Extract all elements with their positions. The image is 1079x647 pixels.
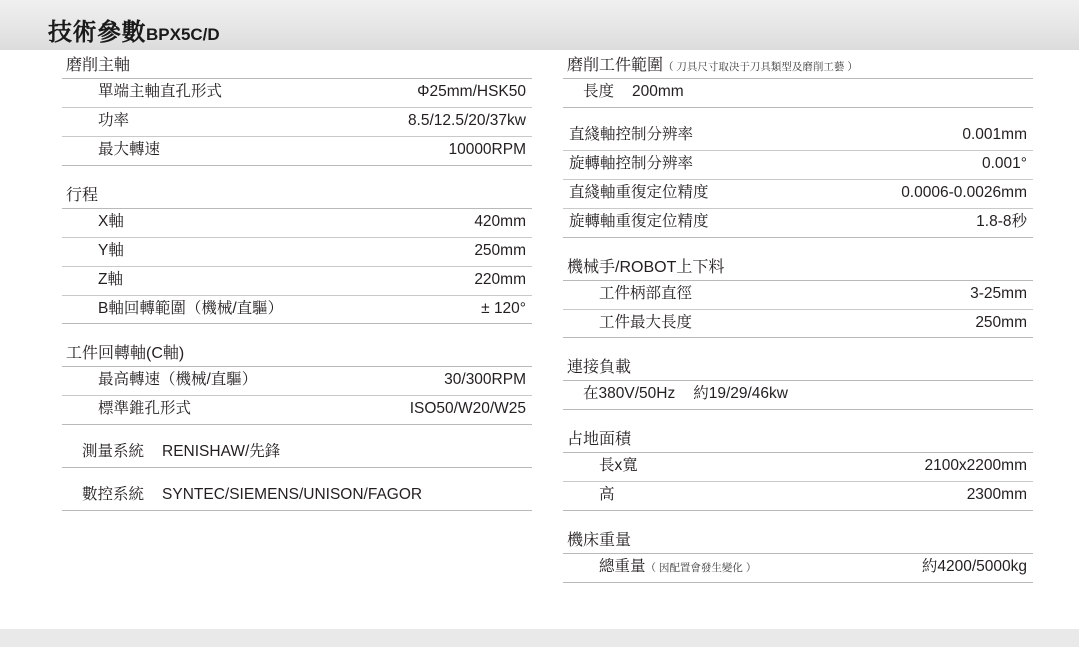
spec-row-label <box>569 384 675 405</box>
spec-row <box>62 209 532 238</box>
spec-group-title <box>563 252 1033 281</box>
spec-row <box>62 108 532 137</box>
spec-group <box>563 352 1033 410</box>
spec-row-label <box>68 212 124 233</box>
spec-row-label <box>569 183 709 204</box>
spec-row-label <box>68 82 222 103</box>
spec-row-label-text: 數控系統 <box>82 486 145 504</box>
spec-row-value: 420mm <box>474 212 526 230</box>
spec-row <box>62 267 532 296</box>
spec-row-label-text: 單端主軸直孔形式 <box>98 83 223 100</box>
spec-row <box>563 209 1033 238</box>
spec-group <box>563 525 1033 583</box>
spec-row <box>62 396 532 425</box>
spec-row-label <box>68 140 160 161</box>
spec-row <box>62 367 532 396</box>
spec-row-label-text: 高 <box>599 486 615 504</box>
spec-row <box>563 122 1033 151</box>
spec-row <box>62 296 532 325</box>
spec-group-title <box>563 352 1033 381</box>
page-title <box>48 12 220 47</box>
spec-row-value: 2100x2200mm <box>924 457 1027 475</box>
spec-row-value: 3-25mm <box>970 284 1027 302</box>
spec-row-label <box>569 557 756 578</box>
spec-row <box>62 439 532 468</box>
spec-group-title <box>563 50 1033 79</box>
spec-row-label-text: 總重量 <box>599 558 646 576</box>
spec-row-value: 30/300RPM <box>444 371 526 389</box>
spec-group-title-text: 占地面積 <box>567 431 632 449</box>
spec-row-label <box>68 111 129 132</box>
spec-group-title-text: 工件回轉軸(C軸) <box>66 345 185 363</box>
spec-row-value: 8.5/12.5/20/37kw <box>407 111 526 129</box>
spec-group-title-text: 磨削主軸 <box>66 57 131 74</box>
spec-row-value: 約19/29/46kw <box>693 385 788 403</box>
footer-band <box>0 629 1079 647</box>
spec-row-value: 2300mm <box>966 486 1027 504</box>
spec-row <box>563 381 1033 410</box>
spec-row-label-text: Z軸 <box>98 270 123 288</box>
spec-row-label-text: 旋轉軸重復定位精度 <box>569 212 709 230</box>
spec-group-title <box>62 338 532 367</box>
spec-row-label-text: 工件柄部直徑 <box>599 284 693 302</box>
spec-row <box>563 554 1033 583</box>
spec-row-value: 10000RPM <box>448 140 526 158</box>
spec-row <box>62 79 532 108</box>
spec-row <box>563 310 1033 339</box>
page-title-model: BPX5C/D <box>146 25 220 44</box>
spec-row-label-text: 旋轉軸控制分辨率 <box>569 154 694 172</box>
spec-group-title <box>62 180 532 209</box>
spec-row-label-text: 直綫軸重復定位精度 <box>569 183 709 201</box>
spec-row-value: Φ25mm/HSK50 <box>417 83 526 100</box>
spec-row-label-text: 最大轉速 <box>98 140 161 158</box>
spec-group-title-text: 連接負載 <box>567 359 632 377</box>
spec-group <box>62 180 532 325</box>
page-title-text: 技術參數 <box>48 19 146 46</box>
spec-row-label <box>569 212 709 233</box>
spec-row-label-text: 長x寬 <box>599 457 638 475</box>
spec-group-title-note: （ 刀具尺寸取决于刀具類型及磨削工藝 ） <box>663 61 858 73</box>
spec-row-value: ISO50/W20/W25 <box>409 400 526 418</box>
spec-row-label-text: 直綫軸控制分辨率 <box>569 125 694 143</box>
spec-group <box>563 50 1033 108</box>
spec-group <box>62 50 532 166</box>
spec-row <box>62 137 532 166</box>
spec-row-label-text: B軸回轉範圍（機械/直驅） <box>98 299 284 317</box>
spec-column-left <box>62 50 532 525</box>
spec-group-title-text: 磨削工件範圍 <box>567 57 664 74</box>
spec-group <box>62 338 532 425</box>
spec-group <box>62 482 532 511</box>
spec-row-label-text: 工件最大長度 <box>599 313 693 331</box>
spec-row-value: 1.8-8秒 <box>976 212 1027 230</box>
spec-group <box>563 122 1033 238</box>
spec-row-value: 220mm <box>474 270 526 288</box>
spec-row-label <box>569 154 693 175</box>
spec-row <box>563 281 1033 310</box>
spec-row-label-text: X軸 <box>98 212 124 230</box>
spec-row-label <box>569 284 692 305</box>
spec-group-title <box>62 50 532 79</box>
spec-row-value: RENISHAW/先鋒 <box>162 443 281 461</box>
spec-row-label-text: 功率 <box>98 111 130 129</box>
spec-row-label <box>68 370 257 391</box>
spec-row <box>62 238 532 267</box>
spec-row-value: SYNTEC/SIEMENS/UNISON/FAGOR <box>162 486 423 504</box>
spec-row-label <box>68 399 191 420</box>
spec-row-label-text: Y軸 <box>98 241 124 259</box>
spec-column-right <box>563 50 1033 597</box>
spec-row-label-note: （ 因配置會發生變化 ） <box>645 562 757 575</box>
spec-row-value: 250mm <box>474 241 526 259</box>
spec-row-label <box>68 241 124 262</box>
spec-row-value: 0.0006-0.0026mm <box>901 183 1027 201</box>
spec-row-label <box>569 456 638 477</box>
spec-row-label <box>569 485 615 506</box>
spec-row-label <box>68 485 144 506</box>
spec-row-label <box>68 270 123 291</box>
spec-row-label-text: 測量系統 <box>82 443 145 461</box>
spec-row-label <box>569 125 693 146</box>
spec-row-value: 0.001mm <box>962 125 1027 143</box>
spec-row-label-text: 標準錐孔形式 <box>98 400 192 418</box>
spec-row-label <box>68 299 283 320</box>
spec-row-value: 0.001° <box>982 154 1027 172</box>
spec-group <box>563 424 1033 511</box>
spec-row-label-text: 長度 <box>583 83 615 100</box>
spec-row <box>563 151 1033 180</box>
spec-group-title <box>563 525 1033 554</box>
spec-row <box>563 180 1033 209</box>
spec-row <box>563 79 1033 108</box>
spec-row-value: 250mm <box>975 313 1027 331</box>
spec-group-title-text: 機床重量 <box>567 532 632 550</box>
spec-row-value: 約4200/5000kg <box>921 558 1027 576</box>
spec-row <box>563 453 1033 482</box>
spec-group-title-text: 行程 <box>66 186 99 204</box>
spec-row-label-text: 在380V/50Hz <box>583 385 676 403</box>
spec-row-label <box>68 442 144 463</box>
spec-group-title-text: 機械手/ROBOT上下料 <box>567 258 725 276</box>
spec-columns <box>0 50 1079 610</box>
spec-row-label <box>569 82 614 103</box>
spec-row-label <box>569 313 692 334</box>
spec-row-value: ± 120° <box>481 299 526 317</box>
spec-row-label-text: 最高轉速（機械/直驅） <box>98 371 258 389</box>
spec-group-title <box>563 424 1033 453</box>
spec-row <box>563 482 1033 511</box>
spec-group <box>563 252 1033 339</box>
spec-row-value: 200mm <box>632 83 684 100</box>
spec-group <box>62 439 532 468</box>
spec-row <box>62 482 532 511</box>
